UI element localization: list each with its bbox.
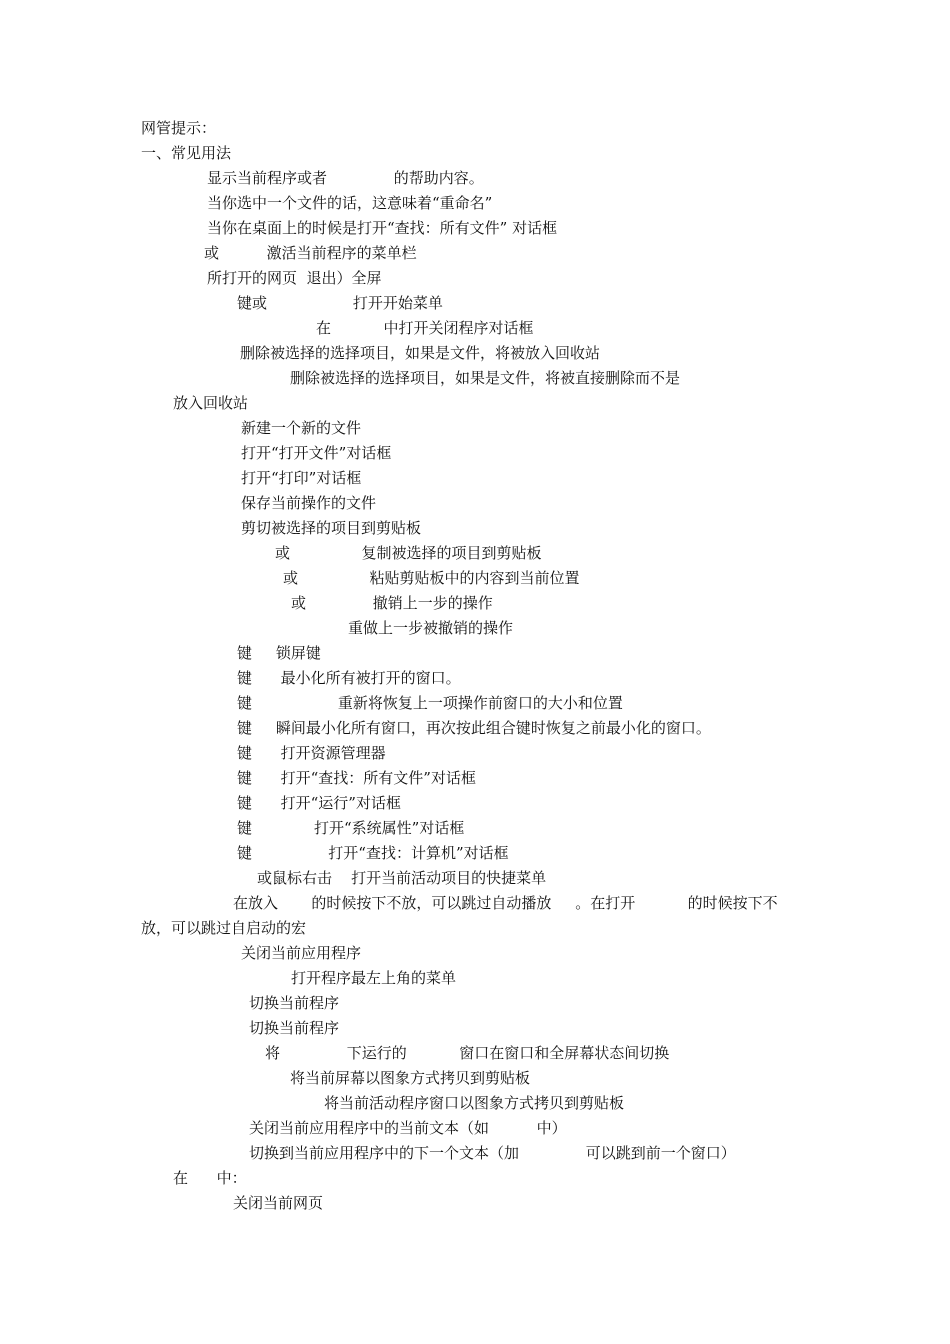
text-line: 删除被选择的选择项目，如果是文件，将被直接删除而不是 [290,369,681,387]
text-line: 放，可以跳过自启动的宏 [141,919,307,937]
text-line: 放入回收站 [173,394,249,412]
text-line: 当你选中一个文件的话，这意味着“重命名” [207,194,493,212]
text-line: 当你在桌面上的时候是打开“查找：所有文件” 对话框 [207,219,558,237]
text-line: 或 粘贴剪贴板中的内容到当前位置 [283,569,580,587]
text-line: 将当前活动程序窗口以图象方式拷贝到剪贴板 [324,1094,625,1112]
text-line: 打开“打印”对话框 [241,469,362,487]
text-line: 新建一个新的文件 [241,419,362,437]
section-title: 一、常见用法 [141,144,232,162]
text-line: 切换当前程序 [249,1019,340,1037]
text-line: 键 锁屏键 [237,644,321,662]
text-line: 或 激活当前程序的菜单栏 [204,244,417,262]
text-line: 打开程序最左上角的菜单 [291,969,457,987]
text-line: 或鼠标右击 打开当前活动项目的快捷菜单 [257,869,547,887]
text-line: 删除被选择的选择项目，如果是文件，将被放入回收站 [240,344,601,362]
text-line: 键 打开“运行”对话框 [237,794,401,812]
text-line: 键 重新将恢复上一项操作前窗口的大小和位置 [237,694,623,712]
text-line: 在 中： [173,1169,247,1187]
text-line: 关闭当前应用程序 [241,944,362,962]
text-line: 在 中打开关闭程序对话框 [316,319,534,337]
text-line: 键或 打开开始菜单 [237,294,443,312]
text-line: 键 最小化所有被打开的窗口。 [237,669,461,687]
text-line: 显示当前程序或者 的帮助内容。 [207,169,484,187]
text-line: 或 复制被选择的项目到剪贴板 [275,544,542,562]
text-line: 所打开的网页 退出）全屏 [207,269,382,287]
text-line: 键 打开“查找：所有文件”对话框 [237,769,476,787]
text-line: 键 打开资源管理器 [237,744,386,762]
text-line: 切换当前程序 [249,994,340,1012]
text-line: 打开“打开文件”对话框 [241,444,392,462]
text-line: 剪切被选择的项目到剪贴板 [241,519,422,537]
text-line: 切换到当前应用程序中的下一个文本（加 可以跳到前一个窗口） [249,1144,736,1162]
text-line: 保存当前操作的文件 [241,494,377,512]
text-line: 键 打开“系统属性”对话框 [237,819,465,837]
text-line: 键 瞬间最小化所有窗口，再次按此组合键时恢复之前最小化的窗口。 [237,719,711,737]
document-heading: 网管提示： [141,119,217,137]
text-line: 将当前屏幕以图象方式拷贝到剪贴板 [290,1069,531,1087]
text-line: 或 撤销上一步的操作 [291,594,493,612]
text-line: 重做上一步被撤销的操作 [348,619,514,637]
text-line: 将 下运行的 窗口在窗口和全屏幕状态间切换 [265,1044,670,1062]
text-line: 关闭当前应用程序中的当前文本（如 中） [249,1119,567,1137]
text-line: 键 打开“查找：计算机”对话框 [237,844,509,862]
text-line: 在放入 的时候按下不放，可以跳过自动播放 。在打开 的时候按下不 [233,894,778,912]
text-line: 关闭当前网页 [233,1194,324,1212]
